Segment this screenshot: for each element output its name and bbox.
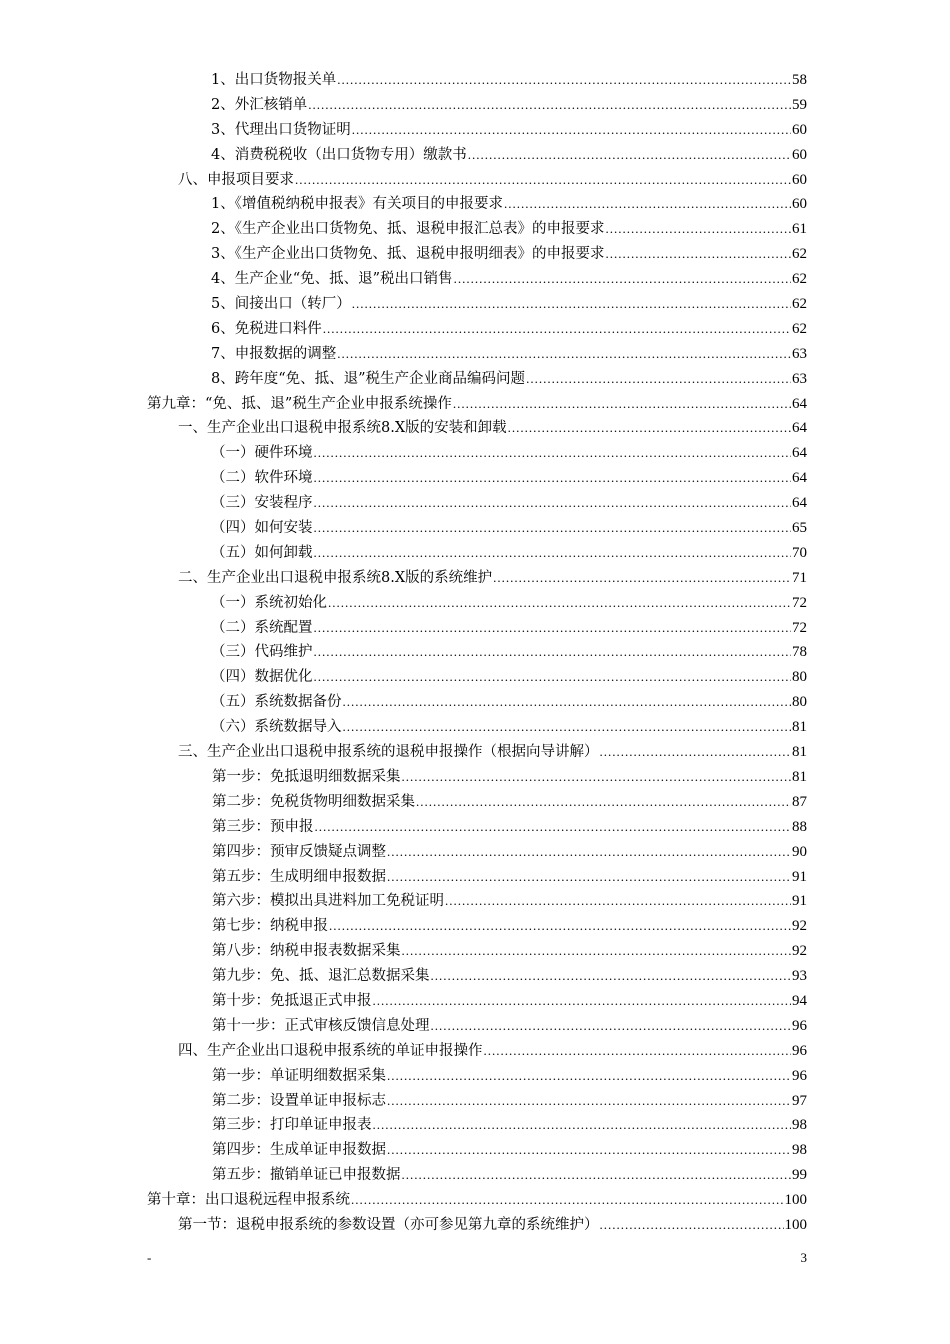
toc-entry-title: 第五步：撤销单证已申报数据 [212,1167,401,1184]
toc-entry-page: 72 [792,619,807,636]
toc-entry-title: 第十步：免抵退正式申报 [212,992,372,1009]
toc-dot-leader [526,367,791,392]
toc-dot-leader [431,964,792,989]
toc-entry[interactable] [0,665,950,690]
toc-entry-title: （五）如何卸载 [211,544,313,561]
toc-entry-page: 70 [792,544,807,561]
toc-entry-title: 第六步：模拟出具进料加工免税证明 [212,893,444,910]
toc-entry-title: （三）安装程序 [211,495,313,512]
toc-entry-title: （四）数据优化 [211,669,313,686]
toc-dot-leader [605,242,791,267]
toc-dot-leader [328,591,791,616]
toc-entry-page: 58 [792,72,807,88]
toc-entry[interactable] [0,367,950,392]
toc-dot-leader [308,93,791,118]
toc-dot-leader [453,392,791,417]
toc-entry-title: 第四步：预审反馈疑点调整 [212,843,386,860]
toc-entry[interactable] [0,217,950,242]
toc-dot-leader [314,466,792,491]
toc-dot-leader [402,1163,792,1188]
toc-dot-leader [468,143,791,168]
toc-entry[interactable] [0,342,950,367]
toc-entry[interactable] [0,441,950,466]
toc-entry-title: 第十章：出口退税远程申报系统 [147,1192,350,1209]
toc-entry-title: 二、生产企业出口退税申报系统8.X版的系统维护 [178,569,493,586]
toc-dot-leader [352,118,791,143]
toc-entry[interactable] [0,317,950,342]
toc-dot-leader [315,815,792,840]
toc-entry[interactable] [0,267,950,292]
toc-dot-leader [373,1113,792,1138]
toc-entry-title: 第七步：纳税申报 [212,918,328,935]
toc-entry[interactable] [0,939,950,964]
toc-entry-page: 65 [792,520,807,537]
toc-entry[interactable] [0,640,950,665]
toc-dot-leader [343,715,792,740]
toc-entry-title: （二）系统配置 [211,619,313,636]
toc-entry-page: 96 [792,1042,807,1059]
toc-dot-leader [484,1039,792,1064]
toc-entry-title: 1、出口货物报关单 [211,72,337,88]
toc-entry-title: 5、间接出口（转厂） [211,296,351,313]
toc-entry[interactable] [0,168,950,193]
toc-entry-title: 第九章：“免、抵、退”税生产企业申报系统操作 [147,395,452,412]
page-number: 3 [800,1250,807,1265]
toc-entry-page: 99 [792,1167,807,1184]
toc-entry-title: （二）软件环境 [211,470,313,487]
toc-entry-title: 第一节：退税申报系统的参数设置（亦可参见第九章的系统维护） [178,1216,599,1233]
toc-entry-page: 63 [792,345,807,362]
toc-dot-leader [387,1138,791,1163]
toc-entry-title: 第八步：纳税申报表数据采集 [212,943,401,960]
toc-entry-page: 80 [792,669,807,686]
toc-entry[interactable] [0,1113,950,1138]
toc-entry-title: （一）硬件环境 [211,445,313,462]
toc-entry-page: 64 [792,445,807,462]
toc-entry-page: 62 [792,320,807,337]
toc-dot-leader [314,616,792,641]
toc-dot-leader [351,1188,784,1213]
toc-entry-title: 3、代理出口货物证明 [211,121,351,138]
toc-entry-title: 第二步：设置单证申报标志 [212,1092,386,1109]
toc-entry-title: 6、免税进口料件 [211,320,322,337]
toc-entry[interactable] [0,591,950,616]
toc-entry-page: 60 [792,196,807,213]
toc-entry[interactable] [0,1014,950,1039]
toc-entry[interactable] [0,1089,950,1114]
toc-entry[interactable] [0,192,950,217]
toc-dot-leader [314,491,792,516]
toc-entry-title: （一）系统初始化 [211,594,327,611]
toc-entry[interactable] [0,292,950,317]
toc-entry-title: （四）如何安装 [211,520,313,537]
toc-entry-title: 三、生产企业出口退税申报系统的退税申报操作（根据向导讲解） [178,744,599,761]
toc-dot-leader [314,541,792,566]
toc-entry[interactable] [0,1188,950,1213]
page-footer [147,1250,807,1270]
toc-entry[interactable] [0,466,950,491]
toc-entry-page: 81 [792,719,807,736]
toc-entry-page: 81 [792,768,807,785]
toc-dot-leader [402,765,792,790]
toc-dot-leader [504,192,791,217]
toc-entry[interactable] [0,690,950,715]
toc-dot-leader [431,1014,792,1039]
toc-entry-page: 92 [792,943,807,960]
toc-entry-page: 64 [792,420,807,437]
toc-entry-title: 第三步：打印单证申报表 [212,1117,372,1134]
toc-entry[interactable] [0,964,950,989]
toc-entry-page: 96 [792,1017,807,1034]
toc-entry[interactable] [0,392,950,417]
toc-entry-page: 80 [792,694,807,711]
toc-entry-page: 100 [784,1192,807,1209]
toc-entry-title: （三）代码维护 [211,644,313,661]
toc-entry-page: 93 [792,968,807,985]
toc-entry[interactable] [0,865,950,890]
toc-entry-title: 3、《生产企业出口货物免、抵、退税申报明细表》的申报要求 [211,246,605,263]
toc-entry[interactable] [0,740,950,765]
toc-entry-title: 第二步：免税货物明细数据采集 [212,793,415,810]
toc-entry[interactable] [0,491,950,516]
toc-dot-leader [508,416,791,441]
toc-entry-title: 一、生产企业出口退税申报系统8.X版的安装和卸载 [178,420,507,437]
toc-entry[interactable] [0,616,950,641]
toc-dot-leader [416,790,791,815]
toc-entry-title: （六）系统数据导入 [211,719,342,736]
toc-entry[interactable] [0,516,950,541]
toc-entry-page: 98 [792,1142,807,1159]
toc-entry-page: 64 [792,395,807,412]
toc-dot-leader [373,989,792,1014]
toc-dot-leader [295,168,791,193]
toc-dot-leader [600,740,792,765]
toc-entry-page: 88 [792,818,807,835]
toc-dot-leader [314,441,792,466]
toc-entry-page: 63 [792,370,807,387]
toc-entry[interactable] [0,416,950,441]
toc-entry-page: 91 [792,868,807,885]
toc-entry[interactable] [0,68,950,93]
toc-dot-leader [605,217,791,242]
toc-entry-title: 第三步：预申报 [212,818,314,835]
toc-entry-page: 94 [792,992,807,1009]
toc-entry[interactable] [0,566,950,591]
toc-entry[interactable] [0,765,950,790]
footer-mark: - [147,1250,152,1265]
toc-dot-leader [454,267,791,292]
toc-entry-page: 90 [792,843,807,860]
toc-dot-leader [343,690,792,715]
toc-dot-leader [445,889,791,914]
toc-entry-page: 92 [792,918,807,935]
toc-entry-title: （五）系统数据备份 [211,694,342,711]
toc-dot-leader [387,840,791,865]
toc-entry-title: 2、《生产企业出口货物免、抵、退税申报汇总表》的申报要求 [211,221,605,238]
toc-entry-title: 八、申报项目要求 [178,171,294,188]
toc-entry-title: 第九步：免、抵、退汇总数据采集 [212,968,430,985]
toc-entry-title: 8、跨年度“免、抵、退”税生产企业商品编码问题 [211,370,526,387]
toc-dot-leader [314,516,792,541]
table-of-contents [0,68,950,1238]
toc-entry-page: 81 [792,744,807,761]
toc-entry[interactable] [0,118,950,143]
toc-entry-title: 第五步：生成明细申报数据 [212,868,386,885]
toc-entry-page: 61 [792,221,807,238]
toc-entry[interactable] [0,1064,950,1089]
toc-entry-title: 第一步：单证明细数据采集 [212,1067,386,1084]
toc-dot-leader [493,566,791,591]
toc-entry-page: 91 [792,893,807,910]
toc-dot-leader [314,640,792,665]
toc-entry[interactable] [0,541,950,566]
toc-entry-title: 第十一步：正式审核反馈信息处理 [212,1017,430,1034]
toc-entry-page: 96 [792,1067,807,1084]
toc-entry-title: 7、申报数据的调整 [211,345,337,362]
toc-entry[interactable] [0,242,950,267]
toc-dot-leader [337,342,791,367]
toc-dot-leader [402,939,792,964]
toc-entry[interactable] [0,715,950,740]
toc-dot-leader [387,865,791,890]
toc-entry-title: 4、生产企业“免、抵、退”税出口销售 [211,271,453,288]
toc-entry-title: 1、《增值税纳税申报表》有关项目的申报要求 [211,196,503,213]
toc-dot-leader [352,292,791,317]
toc-entry[interactable] [0,840,950,865]
toc-entry-page: 60 [792,121,807,138]
toc-entry-page: 64 [792,495,807,512]
toc-entry[interactable] [0,93,950,118]
toc-entry[interactable] [0,1213,950,1238]
toc-entry-page: 71 [792,569,807,586]
toc-entry[interactable] [0,790,950,815]
toc-entry-title: 2、外汇核销单 [211,96,308,113]
toc-entry[interactable] [0,815,950,840]
toc-entry-page: 98 [792,1117,807,1134]
toc-entry-title: 4、消费税税收（出口货物专用）缴款书 [211,146,467,163]
toc-entry[interactable] [0,1163,950,1188]
toc-dot-leader [600,1213,784,1238]
toc-entry-page: 64 [792,470,807,487]
toc-dot-leader [323,317,791,342]
toc-entry-page: 62 [792,246,807,263]
toc-entry-title: 第一步：免抵退明细数据采集 [212,768,401,785]
toc-entry[interactable] [0,1039,950,1064]
toc-entry-page: 59 [792,96,807,113]
toc-dot-leader [387,1064,791,1089]
toc-entry-page: 97 [792,1092,807,1109]
toc-entry-page: 72 [792,594,807,611]
toc-entry-page: 62 [792,271,807,288]
toc-entry-title: 四、生产企业出口退税申报系统的单证申报操作 [178,1042,483,1059]
toc-entry-page: 87 [792,793,807,810]
toc-dot-leader [387,1089,791,1114]
toc-entry[interactable] [0,1138,950,1163]
toc-entry-page: 60 [792,146,807,163]
toc-entry-page: 100 [784,1216,807,1233]
toc-entry[interactable] [0,989,950,1014]
toc-entry[interactable] [0,143,950,168]
toc-dot-leader [337,68,791,93]
toc-dot-leader [329,914,791,939]
toc-entry-title: 第四步：生成单证申报数据 [212,1142,386,1159]
toc-dot-leader [314,665,792,690]
toc-entry[interactable] [0,914,950,939]
toc-entry-page: 60 [792,171,807,188]
toc-entry[interactable] [0,889,950,914]
toc-entry-page: 78 [792,644,807,661]
toc-entry-page: 62 [792,296,807,313]
